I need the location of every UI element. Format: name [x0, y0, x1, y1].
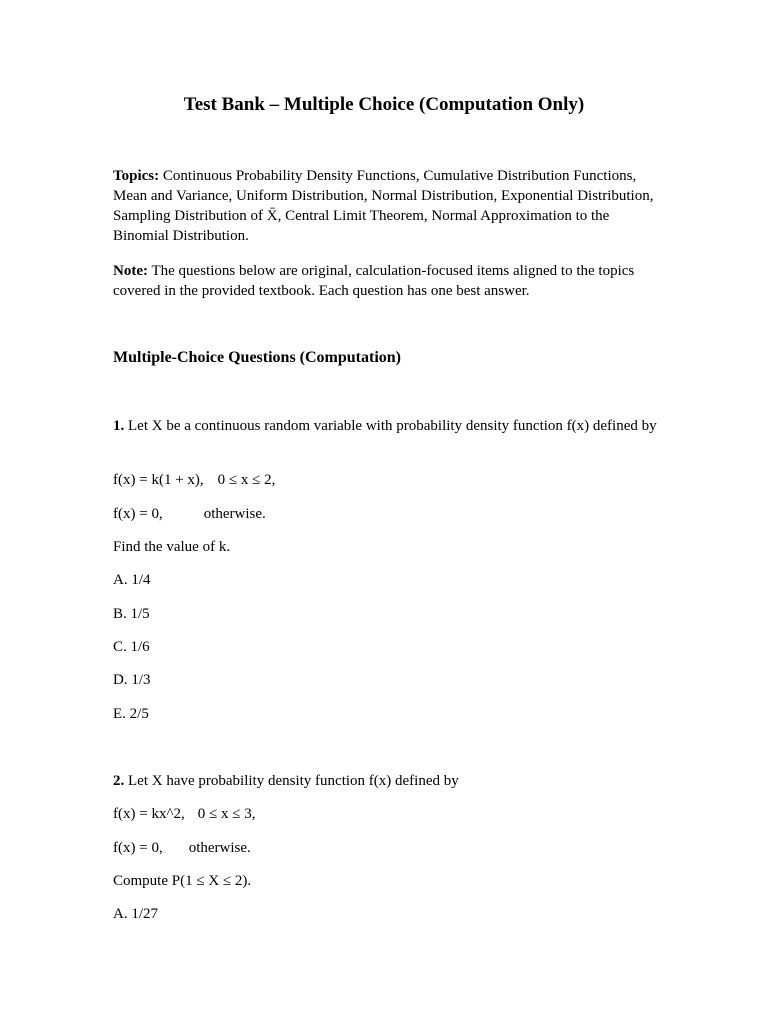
question-2-definition-line	[113, 804, 255, 824]
question-1-option-d: D. 1/3	[113, 672, 151, 688]
document-title: Test Bank – Multiple Choice (Computation Only)	[183, 94, 585, 115]
question-2-otherwise-line	[113, 838, 251, 858]
question-1-ask: Find the value of k.	[113, 539, 231, 555]
question-1-option-c: C. 1/6	[113, 639, 150, 655]
note-label: Note:	[113, 263, 148, 279]
definition-domain: 0 ≤ x ≤ 3,	[197, 806, 256, 822]
note-paragraph	[113, 261, 658, 301]
definition-formula: f(x) = kx^2,	[113, 806, 185, 822]
section-heading: Multiple-Choice Questions (Computation)	[113, 349, 401, 366]
note-text: The questions below are original, calculation-focused items aligned to the topics covered in the provided textbook. Each question has one best answer.	[113, 263, 635, 299]
question-number: 1.	[113, 418, 125, 434]
question-1-prompt	[113, 416, 658, 436]
topics-paragraph	[113, 166, 658, 246]
definition-domain: 0 ≤ x ≤ 2,	[217, 472, 276, 488]
topics-text: Continuous Probability Density Functions, Cumulative Distribution Functions, Mean and Variance, Uniform Distribution, Normal Distribution, Exponential Distribution, Sampling Distribution of X̄, Central Limit Theorem, Normal Approximation to the Binomial Distribution.	[113, 168, 654, 244]
question-1-otherwise-line	[113, 504, 266, 524]
question-text: Let X have probability density function f(x) defined by	[124, 773, 459, 789]
question-2-option-a: A. 1/27	[113, 906, 158, 922]
question-2-prompt	[113, 771, 658, 791]
definition-formula: f(x) = 0,	[113, 840, 163, 856]
question-text: Let X be a continuous random variable with probability density function f(x) defined by	[124, 418, 657, 434]
definition-domain: otherwise.	[203, 506, 266, 522]
definition-formula: f(x) = k(1 + x),	[113, 472, 204, 488]
question-number: 2.	[113, 773, 125, 789]
question-1-option-b: B. 1/5	[113, 606, 150, 622]
question-2-ask: Compute P(1 ≤ X ≤ 2).	[113, 873, 252, 889]
question-1-option-a: A. 1/4	[113, 572, 151, 588]
topics-label: Topics:	[113, 168, 160, 184]
question-1-definition-line	[113, 470, 275, 490]
question-1-option-e: E. 2/5	[113, 706, 149, 722]
definition-formula: f(x) = 0,	[113, 506, 163, 522]
definition-domain: otherwise.	[188, 840, 251, 856]
